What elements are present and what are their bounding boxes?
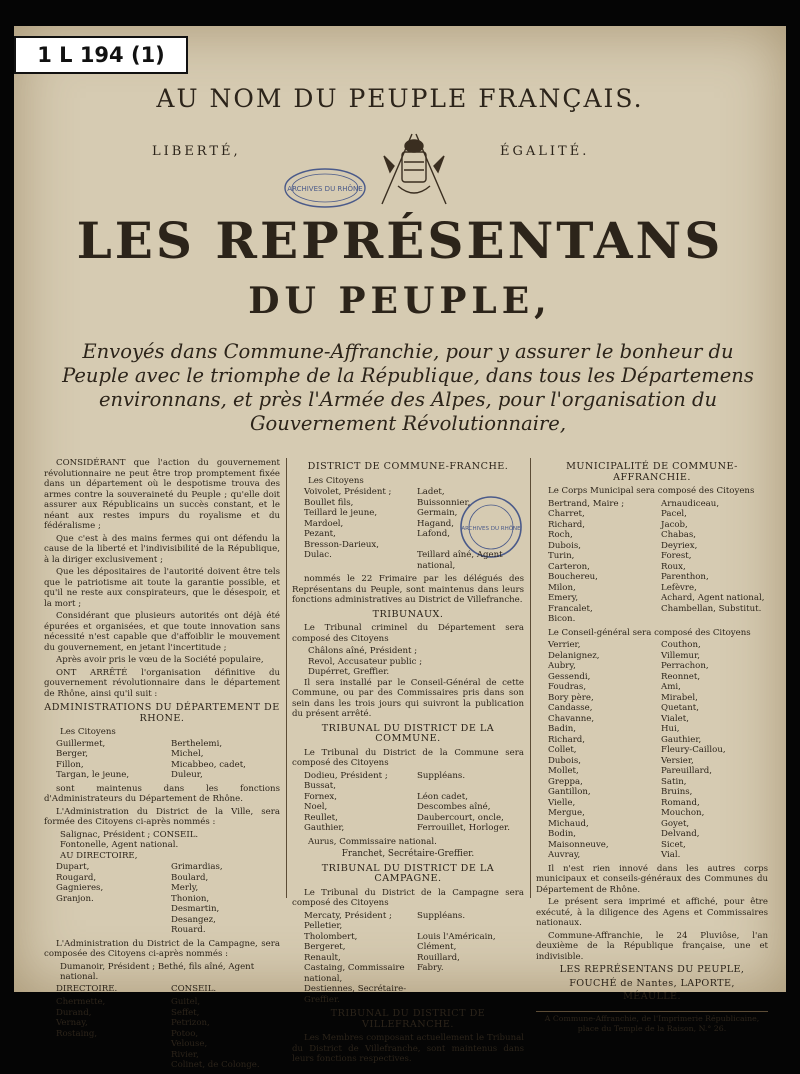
name-entry: Gauthier, bbox=[661, 734, 702, 745]
text-line: Dumanoir, Président ; Bethé, fils aîné, Agent national. bbox=[60, 961, 255, 982]
directoire-label: DIRECTOIRE. bbox=[56, 983, 118, 994]
name-entry: Castaing, Commissaire national, bbox=[304, 963, 405, 984]
name-entry: Mergue, bbox=[548, 808, 585, 818]
name-entry: Merly, bbox=[171, 883, 199, 893]
heading-tribunal-commune: TRIBUNAL DU DISTRICT DE LA COMMUNE. bbox=[321, 722, 495, 744]
name-entry: Bertrand, Maire ; bbox=[548, 498, 625, 509]
name-entry: Francalet, bbox=[548, 603, 593, 614]
name-list bbox=[56, 997, 280, 1071]
name-entry: Candasse, bbox=[548, 703, 593, 713]
directoire-label: AU DIRECTOIRE, bbox=[60, 850, 138, 861]
paragraph: L'Administration du District de la Ville, sera formée des Citoyens ci-après nommés : bbox=[44, 806, 280, 827]
name-entry: Targan, le jeune, bbox=[56, 770, 130, 780]
name-entry bbox=[417, 984, 524, 1005]
printer-imprint: A Commune-Affranchie, de l'Imprimerie Républicaine, place du Temple de la Raison, N.° 26. bbox=[536, 1011, 768, 1035]
archive-stamp-icon bbox=[282, 166, 368, 210]
arrete-paragraph: ONT ARRÊTÉ l'organisation définitive du gouvernement révolutionnaire dans le département de Rhône, ainsi qu'il suit : bbox=[44, 667, 280, 699]
column-right bbox=[536, 458, 768, 1035]
name-entry: Vialet, bbox=[661, 713, 689, 724]
paragraph: sont maintenus dans les fonctions d'Administrateurs du Département de Rhône. bbox=[44, 783, 280, 804]
name-entry: Delanignez, bbox=[548, 650, 600, 661]
name-entry: Hagand, bbox=[417, 518, 455, 529]
paragraph: Après avoir pris le vœu de la Société populaire, bbox=[56, 655, 264, 665]
name-entry: Renault, bbox=[304, 952, 341, 963]
name-entry: Goyet, bbox=[661, 818, 690, 829]
name-entry bbox=[56, 1039, 165, 1050]
paragraph: Il n'est rien innové dans les autres corps municipaux et conseils-généraux des Communes du Département de Rhône. bbox=[536, 863, 768, 895]
name-entry: Desmartin, bbox=[171, 904, 220, 914]
name-entry: Chermette, bbox=[56, 997, 106, 1007]
name-entry: Mardoel, bbox=[304, 518, 344, 529]
heading-tribunaux: TRIBUNAUX. bbox=[372, 608, 444, 620]
name-entry: Villemur, bbox=[661, 650, 700, 661]
name-entry: Arnaudiceau, bbox=[661, 498, 720, 509]
name-entry: Clément, bbox=[417, 942, 457, 952]
signers-label: LES REPRÉSENTANS DU PEUPLE, bbox=[559, 964, 745, 975]
name-entry: Micabbeo, cadet, bbox=[171, 759, 246, 770]
signers-names: FOUCHÉ de Nantes, LAPORTE, bbox=[569, 977, 735, 989]
paragraph: Le présent sera imprimé et affiché, pour être exécuté, à la diligence des Agens et Commissaires nationaux. bbox=[536, 897, 768, 928]
text-line: Revol, Accusateur public ; bbox=[308, 656, 423, 667]
name-entry bbox=[56, 915, 165, 926]
title-representans: LES REPRÉSENTANS bbox=[76, 211, 724, 270]
paragraph: Le Corps Municipal sera composé des Citoyens bbox=[548, 486, 755, 496]
name-entry: Pacel, bbox=[661, 509, 687, 519]
text-line: Dupérret, Greffier. bbox=[308, 667, 390, 677]
paragraph: Le Tribunal criminel du Département sera composé des Citoyens bbox=[292, 623, 524, 644]
name-entry: Maisonneuve, bbox=[548, 839, 609, 850]
name-entry: Gessendi, bbox=[548, 671, 591, 682]
name-list bbox=[548, 640, 768, 861]
name-entry: Boullet fils, bbox=[304, 497, 354, 508]
name-entry: Pareuillard, bbox=[661, 766, 712, 776]
name-entry: Seffet, bbox=[171, 1007, 200, 1018]
name-entry: Badin, bbox=[548, 724, 576, 734]
name-entry: Forest, bbox=[661, 551, 692, 561]
name-entry: Suppléans. bbox=[417, 770, 466, 781]
name-entry: Pelletier, bbox=[304, 921, 343, 931]
text-line: Fontonelle, Agent national. bbox=[60, 840, 179, 850]
name-entry: Lefèvre, bbox=[661, 582, 697, 593]
name-entry: Boulard, bbox=[171, 872, 209, 883]
name-entry: Fillon, bbox=[56, 759, 84, 770]
name-entry: Mollet, bbox=[548, 766, 579, 776]
heading-tribunal-campagne: TRIBUNAL DU DISTRICT DE LA CAMPAGNE. bbox=[321, 862, 495, 884]
name-entry: Bergeret, bbox=[304, 942, 346, 952]
name-entry bbox=[417, 781, 524, 792]
name-entry: Ferrouillet, Horloger. bbox=[417, 823, 510, 833]
date-paragraph: Commune-Affranchie, le 24 Pluviôse, l'an deuxième de la République française, une et indivisible. bbox=[536, 930, 768, 962]
name-entry: Fleury-Caillou, bbox=[661, 745, 726, 755]
name-entry: Gauthier, bbox=[304, 823, 345, 833]
name-entry: Charret, bbox=[548, 509, 585, 519]
heading-district-franche: DISTRICT DE COMMUNE-FRANCHE. bbox=[307, 461, 509, 472]
heading-tribunal-villefranche: TRIBUNAL DU DISTRICT DE VILLEFRANCHE. bbox=[330, 1008, 486, 1030]
name-entry: Dubois, bbox=[548, 755, 581, 766]
name-entry: Ladet, bbox=[417, 487, 445, 497]
body-columns bbox=[44, 458, 768, 1070]
name-entry: Chabas, bbox=[661, 530, 697, 540]
name-entry bbox=[661, 614, 768, 625]
name-entry: Durand, bbox=[56, 1007, 92, 1018]
shelfmark-label: 1 L 194 (1) bbox=[14, 36, 188, 74]
column-divider bbox=[286, 458, 287, 898]
name-entry: Granjon. bbox=[56, 893, 94, 904]
name-entry: Petrizon, bbox=[171, 1018, 210, 1028]
name-entry: Daubercourt, oncle, bbox=[417, 812, 504, 823]
name-entry: Vial. bbox=[661, 850, 681, 860]
name-entry: Tholombert, bbox=[304, 931, 358, 942]
column-divider bbox=[530, 458, 531, 898]
name-entry: Rostaing, bbox=[56, 1028, 98, 1039]
paragraph: L'Administration du District de la Campagne, sera composée des Citoyens ci-après nommés : bbox=[44, 938, 280, 959]
name-entry: Duleur, bbox=[171, 770, 203, 780]
name-entry: Richard, bbox=[548, 519, 586, 530]
name-entry: Achard, Agent national, bbox=[661, 593, 765, 603]
poster-sheet bbox=[14, 26, 786, 1070]
name-entry: Rivier, bbox=[171, 1049, 199, 1060]
name-entry bbox=[417, 540, 524, 551]
name-entry: Léon cadet, bbox=[417, 791, 468, 802]
name-entry: Fornex, bbox=[304, 791, 337, 802]
name-entry: Germain, bbox=[417, 508, 458, 518]
name-entry: Mirabel, bbox=[661, 692, 698, 703]
paragraph: Le Tribunal du District de la Commune sera composé des Citoyens bbox=[292, 747, 524, 768]
name-entry: Suppléans. bbox=[417, 910, 466, 921]
name-entry: Dulac. bbox=[304, 550, 332, 560]
name-entry: Bussat, bbox=[304, 781, 336, 791]
conseil-label: CONSEIL. bbox=[171, 983, 217, 994]
name-entry: Gagnieres, bbox=[56, 883, 104, 893]
paragraph: Il sera installé par le Conseil-Général de cette Commune, ou par des Commissaires pris dans son sein dans les trois jours qui suivront la publication du présent arrêté. bbox=[292, 677, 524, 719]
paragraph: nommés le 22 Frimaire par les délégués des Représentans du Peuple, sont maintenus dans leurs fonctions administratives au District de Villefranche. bbox=[292, 574, 524, 605]
signers-last: MÉAULLE. bbox=[623, 991, 681, 1002]
name-entry: Teillard aîné, Agent national, bbox=[417, 550, 503, 571]
name-entry: Bruins, bbox=[661, 787, 693, 797]
name-entry: Foudras, bbox=[548, 682, 587, 692]
name-entry: Potoo, bbox=[171, 1028, 199, 1039]
name-list bbox=[56, 862, 280, 936]
name-entry: Bory père, bbox=[548, 692, 594, 703]
name-entry: Perrachon, bbox=[661, 661, 709, 671]
name-entry: Velouse, bbox=[171, 1039, 208, 1049]
name-entry: Desangez, bbox=[171, 914, 216, 925]
name-entry: Noel, bbox=[304, 802, 328, 812]
name-entry: Rouillard, bbox=[417, 952, 460, 963]
name-entry: Rougard, bbox=[56, 872, 97, 883]
name-entry: Buissonnier, bbox=[417, 497, 471, 508]
name-entry: Romand, bbox=[661, 797, 700, 808]
name-entry: Delvand, bbox=[661, 829, 700, 839]
name-entry: Aubry, bbox=[548, 661, 576, 671]
name-entry: Deyriex, bbox=[661, 540, 698, 551]
name-entry: Thonion, bbox=[171, 893, 210, 904]
name-entry: Ami, bbox=[661, 682, 681, 692]
name-list bbox=[304, 771, 524, 834]
name-entry: Pezant, bbox=[304, 529, 336, 539]
paragraph: Le Tribunal du District de la Campagne sera composé des Citoyens bbox=[292, 887, 524, 908]
name-entry bbox=[417, 921, 524, 932]
name-entry: Colinet, de Colonge. bbox=[171, 1060, 260, 1070]
name-entry: Quetant, bbox=[661, 703, 699, 713]
name-entry: Mercaty, Président ; bbox=[304, 910, 392, 921]
name-entry: Vielle, bbox=[548, 797, 576, 808]
name-entry: Gantillon, bbox=[548, 787, 591, 797]
name-entry: Sicet, bbox=[661, 839, 686, 850]
paragraph: Le Conseil-général sera composé des Citoyens bbox=[548, 627, 751, 638]
text-line: Aurus, Commissaire national. bbox=[308, 836, 437, 847]
name-entry: Emery, bbox=[548, 593, 579, 603]
motto-egalite: ÉGALITÉ. bbox=[500, 144, 590, 159]
name-entry: Destiennes, Secrétaire-Greffier. bbox=[304, 984, 407, 1005]
name-list bbox=[304, 487, 524, 571]
stamp1-text: ARCHIVES DU RHÔNE bbox=[287, 185, 363, 193]
name-entry: Vernay, bbox=[56, 1018, 88, 1028]
name-entry: Grimardias, bbox=[171, 862, 223, 872]
text-line: Salignac, Président ; CONSEIL. bbox=[60, 829, 199, 840]
name-entry: Fabry. bbox=[417, 963, 444, 973]
paragraph: Considérant que plusieurs autorités ont déjà été épurées et organisées, et que toute innovation sans nécessité n'est capable que d'affoiblir le mouvement du gouvernement, en jetant l'incertitude ; bbox=[44, 611, 280, 653]
heading-departement: ADMINISTRATIONS DU DÉPARTEMENT DE RHONE. bbox=[44, 702, 280, 724]
name-entry: Berthelemi, bbox=[171, 738, 223, 749]
name-entry: Hui, bbox=[661, 724, 680, 734]
name-entry: Greppa, bbox=[548, 776, 583, 787]
name-entry bbox=[56, 925, 165, 936]
name-entry: Guitel, bbox=[171, 997, 201, 1007]
name-entry: Verrier, bbox=[548, 640, 581, 650]
citoyens-label: Les Citoyens bbox=[308, 475, 364, 486]
name-entry: Couthon, bbox=[661, 640, 701, 650]
text-line: Franchet, Secrétaire-Greffier. bbox=[341, 849, 475, 859]
name-entry: Michel, bbox=[171, 749, 204, 759]
name-list bbox=[304, 911, 524, 1006]
name-entry: Guillermet, bbox=[56, 738, 106, 749]
name-entry bbox=[56, 1060, 165, 1071]
column-middle bbox=[292, 458, 524, 1067]
name-entry: Reullet, bbox=[304, 812, 338, 823]
name-entry: Louis l'Américain, bbox=[417, 931, 496, 942]
paragraph: Les Membres composant actuellement le Tribunal du District de Villefranche, sont maintenus dans leurs fonctions respectives. bbox=[292, 1033, 524, 1064]
name-entry bbox=[56, 904, 165, 915]
name-entry: Parenthon, bbox=[661, 572, 709, 582]
name-entry: Milon, bbox=[548, 582, 576, 593]
considerant-paragraph: CONSIDÉRANT que l'action du gouvernement révolutionnaire ne peut être trop promptement fixée dans un département où le despotisme trouva des armes contre la souveraineté du Peuple ; qu'elle doit assurer aux Républicains un succès constant, et le néant aux restes impurs du royalisme et du fédéralisme ; bbox=[44, 458, 280, 531]
label-row bbox=[56, 984, 280, 995]
heading-municipalite: MUNICIPALITÉ DE COMMUNE-AFFRANCHIE. bbox=[566, 461, 738, 483]
name-entry: Teillard le jeune, bbox=[304, 508, 378, 518]
name-entry: Roch, bbox=[548, 530, 573, 540]
name-entry: Descombes aîné, bbox=[417, 802, 491, 812]
name-entry: Dubois, bbox=[548, 540, 581, 551]
name-entry: Rouard. bbox=[171, 925, 206, 935]
republican-emblem-icon bbox=[374, 126, 454, 210]
paragraph: Que les dépositaires de l'autorité doivent être tels que le patriotisme ait toute la garantie possible, et qu'il ne reste aux conspirateurs, que le désespoir, et la mort ; bbox=[44, 567, 280, 609]
nation-heading: AU NOM DU PEUPLE FRANÇAIS. bbox=[156, 84, 644, 113]
name-entry: Collet, bbox=[548, 745, 577, 755]
name-entry: Lafond, bbox=[417, 529, 450, 539]
paragraph: Que c'est à des mains fermes qui ont défendu la cause de la liberté et l'indivisibilité de la République, à la diriger exclusivement ; bbox=[44, 533, 280, 565]
name-entry: Michaud, bbox=[548, 818, 589, 829]
name-entry: Satin, bbox=[661, 776, 687, 787]
name-list bbox=[56, 739, 280, 781]
name-list bbox=[548, 499, 768, 625]
name-entry: Versier, bbox=[661, 755, 694, 766]
name-entry: Chambellan, Substitut. bbox=[661, 603, 762, 614]
citoyens-label: Les Citoyens bbox=[60, 727, 116, 737]
name-entry: Roux, bbox=[661, 561, 686, 572]
name-entry bbox=[56, 1050, 165, 1061]
name-entry: Mouchon, bbox=[661, 808, 705, 818]
stamp2-text: ARCHIVES DU RHÔNE bbox=[461, 526, 521, 532]
name-entry: Bicon. bbox=[548, 614, 576, 624]
name-entry: Chavanne, bbox=[548, 713, 595, 724]
name-entry: Richard, bbox=[548, 734, 586, 745]
name-entry: Carteron, bbox=[548, 561, 590, 572]
name-entry: Voivolet, Président ; bbox=[304, 487, 392, 497]
title-du-peuple: DU PEUPLE, bbox=[248, 280, 552, 322]
name-entry: Dupart, bbox=[56, 862, 90, 872]
name-entry: Dodieu, Président ; bbox=[304, 770, 388, 781]
name-entry: Bouchereu, bbox=[548, 572, 598, 582]
name-entry: Bodin, bbox=[548, 829, 577, 839]
name-entry: Jacob, bbox=[661, 519, 688, 530]
name-entry: Turin, bbox=[548, 551, 575, 561]
name-entry: Auvray, bbox=[548, 850, 581, 860]
envoyes-paragraph: Envoyés dans Commune-Affranchie, pour y assurer le bonheur du Peuple avec le triomphe de la République, dans tous les Départemens environnans, et près l'Armée des Alpes, pour l'organisation du Gouvernement Révolutionnaire, bbox=[62, 340, 754, 435]
name-entry: Berger, bbox=[56, 749, 88, 759]
name-entry: Reonnet, bbox=[661, 671, 701, 682]
name-entry: Bresson-Darieux, bbox=[304, 539, 380, 550]
text-line: Châlons aîné, Président ; bbox=[308, 646, 418, 656]
motto-liberte: LIBERTÉ, bbox=[152, 144, 241, 159]
column-left bbox=[44, 458, 280, 1074]
